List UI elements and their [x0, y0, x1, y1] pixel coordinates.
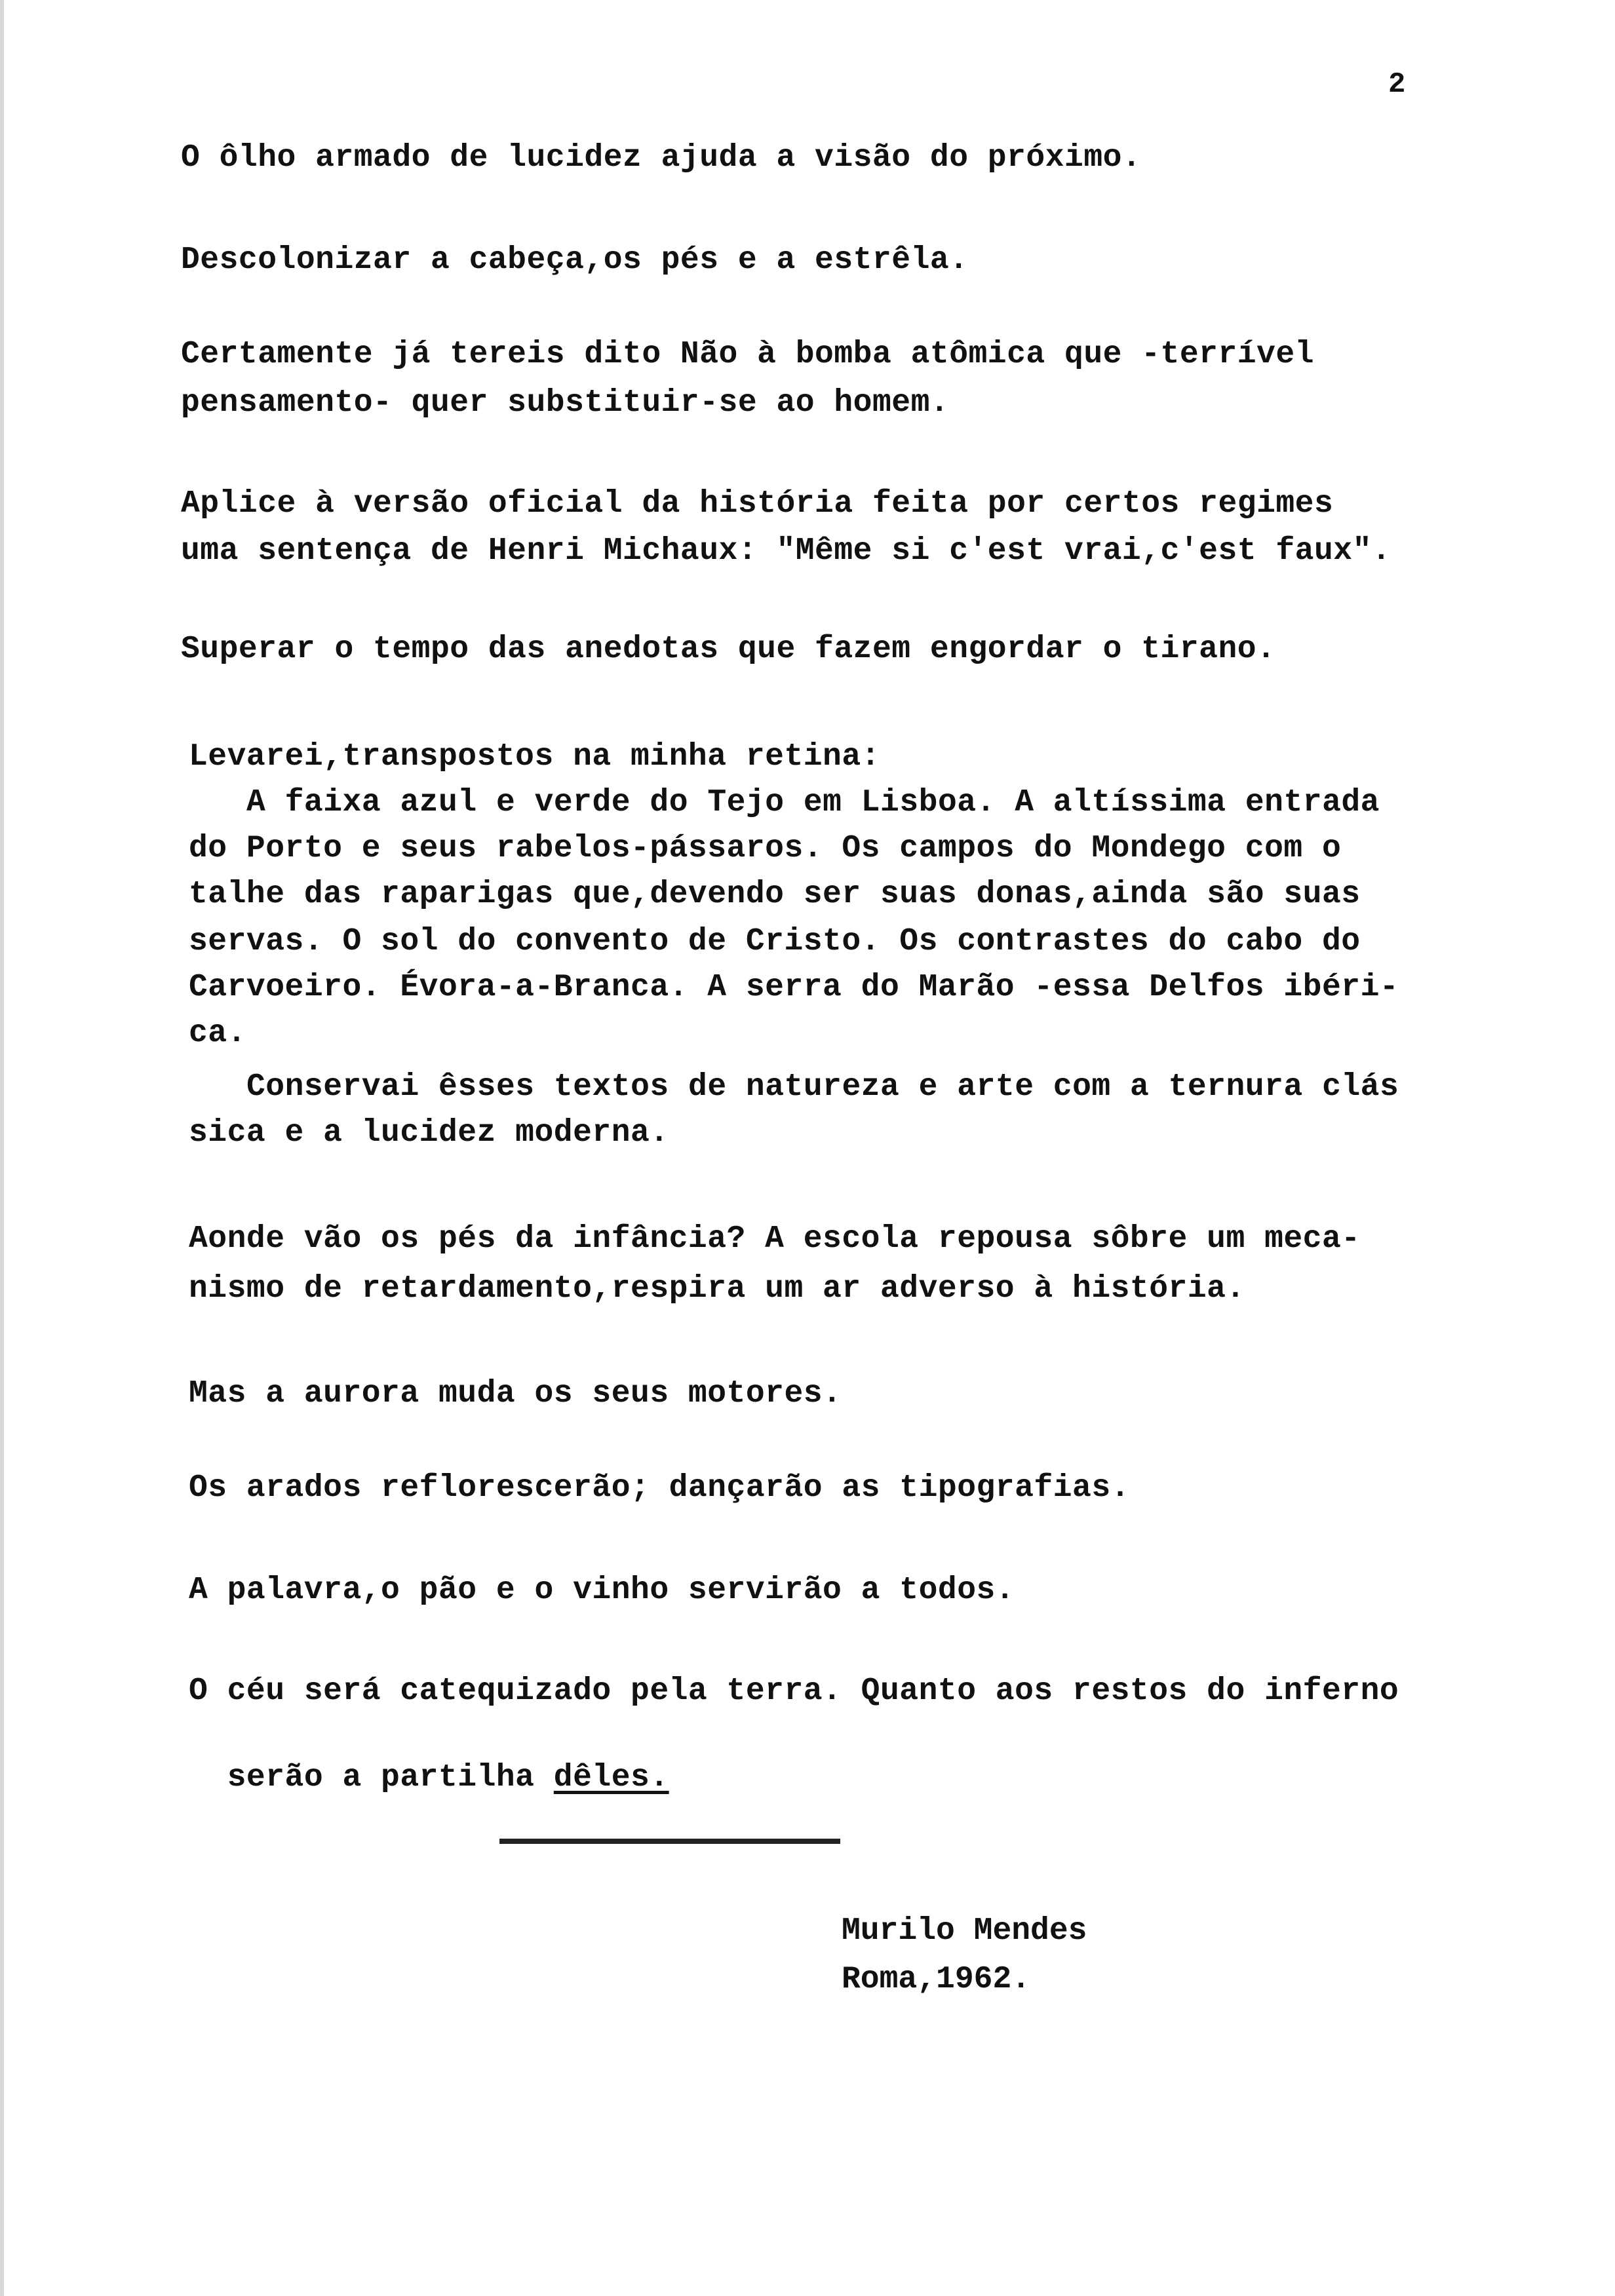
text-line-1: O ôlho armado de lucidez ajuda a visão do próximo. [181, 140, 1142, 176]
text-line-5: Aplice à versão oficial da história feita por certos regimes [181, 486, 1334, 522]
text-line-3: Certamente já tereis dito Não à bomba atômica que -terrível [181, 337, 1314, 372]
text-line-17: Aonde vão os pés da infância? A escola repousa sôbre um meca- [189, 1221, 1361, 1257]
text-line-7: Superar o tempo das anedotas que fazem engordar o tirano. [181, 632, 1276, 667]
text-line-11: talhe das raparigas que,devendo ser suas donas,ainda são suas [189, 877, 1361, 912]
signature-name: Murilo Mendes [842, 1913, 1087, 1949]
underlined-word: dêles. [553, 1760, 669, 1795]
text-line-12: servas. O sol do convento de Cristo. Os contrastes do cabo do [189, 924, 1361, 959]
text-line-14: ca. [189, 1016, 246, 1051]
text-line-16: sica e a lucidez moderna. [189, 1115, 669, 1151]
text-line-23 [189, 1721, 669, 1797]
separator-line [499, 1839, 840, 1844]
text-line-22: O céu será catequizado pela terra. Quanto aos restos do inferno [189, 1674, 1399, 1709]
text-line-10: do Porto e seus rabelos-pássaros. Os campos do Mondego com o [189, 831, 1342, 866]
text-line-19: Mas a aurora muda os seus motores. [189, 1376, 842, 1411]
text-line-15: Conservai êsses textos de natureza e arte com a ternura clás [246, 1069, 1399, 1105]
page-left-edge [0, 0, 4, 2296]
text-line-2: Descolonizar a cabeça,os pés e a estrêla. [181, 242, 969, 278]
text-line-23-start: serão a partilha [227, 1760, 554, 1795]
text-line-13: Carvoeiro. Évora-a-Branca. A serra do Marão -essa Delfos ibéri- [189, 970, 1399, 1005]
text-line-4: pensamento- quer substituir-se ao homem. [181, 385, 950, 421]
text-line-8: Levarei,transpostos na minha retina: [189, 739, 880, 775]
text-line-6: uma sentença de Henri Michaux: "Même si c'est vrai,c'est faux". [181, 533, 1391, 569]
text-line-21: A palavra,o pão e o vinho servirão a todos. [189, 1573, 1015, 1608]
text-line-20: Os arados reflorescerão; dançarão as tipografias. [189, 1470, 1130, 1506]
text-line-18: nismo de retardamento,respira um ar adverso à história. [189, 1271, 1245, 1307]
signature-place-date: Roma,1962. [842, 1962, 1031, 1997]
text-line-9: A faixa azul e verde do Tejo em Lisboa. A altíssima entrada [246, 785, 1380, 820]
page-number: 2 [1388, 68, 1406, 101]
